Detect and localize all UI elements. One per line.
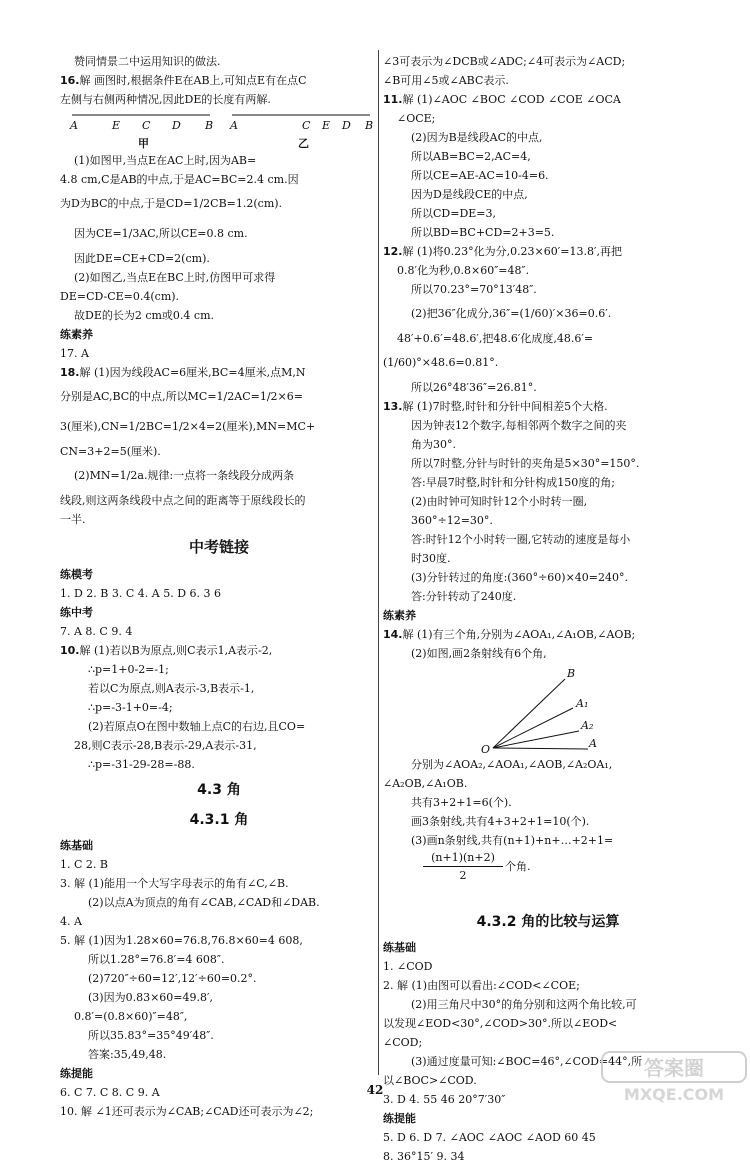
text-line: 答:时针12个小时转一圈,它转动的速度是每小 <box>411 533 631 546</box>
section-label: 练素养 <box>60 328 93 341</box>
answer-line: 3. D 4. 55 46 20°7′30″ <box>383 1093 506 1106</box>
text-line: ∠3可表示为∠DCB或∠ADC;∠4可表示为∠ACD; <box>383 55 626 68</box>
text-line: 28,则C表示-28,B表示-29,A表示-31, <box>74 739 257 752</box>
ray-OA <box>493 748 588 749</box>
page-number: 42 <box>366 1083 384 1097</box>
column-divider <box>378 50 379 1075</box>
text-line: ∠B可用∠5或∠ABC表示. <box>383 74 509 87</box>
answer-line: 7. A 8. C 9. 4 <box>60 625 133 638</box>
section-label: 练提能 <box>60 1067 93 1080</box>
fraction-numerator: (n+1)(n+2) <box>423 850 503 867</box>
caption-yi: 乙 <box>298 137 309 150</box>
section-label: 练中考 <box>60 606 93 619</box>
question-number: 16. <box>60 74 80 87</box>
text-line: 所以70.23°=70°13′48″. <box>411 283 537 296</box>
text-line: (2)MN=1/2a.规律:一点将一条线段分成两条 <box>74 469 295 482</box>
label-E: E <box>112 119 121 132</box>
text-line: (2)若原点O在图中数轴上点C的右边,且CO= <box>88 720 306 733</box>
text-line: 因为D是线段CE的中点, <box>411 188 528 201</box>
text-line: 时30度. <box>411 552 451 565</box>
text-line: (3)通过度量可知:∠BOC=46°,∠COD=44°,所 <box>411 1055 643 1068</box>
text-line: 0.8′化为秒,0.8×60″=48″. <box>397 264 530 277</box>
watermark-graphic <box>600 1050 750 1106</box>
q13-line <box>383 397 713 416</box>
question-number: 12. <box>383 245 403 258</box>
heading-4-3-1: 4.3.1 角 <box>189 812 249 828</box>
label-A: A <box>230 119 238 132</box>
watermark-logo <box>600 1050 750 1106</box>
text: 解 (1)∠AOC ∠BOC ∠COD ∠COE ∠OCA <box>402 93 621 106</box>
q14-line <box>383 625 713 644</box>
text-line: (2)用三角尺中30°的角分别和这两个角比较,可 <box>411 998 637 1011</box>
text-line: 以∠BOC>∠COD. <box>383 1074 477 1087</box>
ray-figure <box>383 663 713 755</box>
section-label: 练模考 <box>60 568 93 581</box>
label-O: O <box>481 743 491 755</box>
fraction-denominator: 2 <box>459 869 467 882</box>
text-line: CN=3+2=5(厘米). <box>60 445 161 458</box>
section-label: 练提能 <box>383 1112 416 1125</box>
text-line: 为D为BC的中点,于是CD=1/2CB=1.2(cm). <box>60 197 283 210</box>
section-label: 练素养 <box>383 609 416 622</box>
label-B: B <box>567 667 576 680</box>
text-line: 所以35.83°=35°49′48″. <box>88 1029 214 1042</box>
text-line: 分别为∠AOA₂,∠AOA₁,∠AOB,∠A₂OA₁, <box>411 758 613 771</box>
text-line: 所以7时整,分针与时针的夹角是5×30°=150°. <box>411 457 640 470</box>
heading-4-3-2: 4.3.2 角的比较与运算 <box>476 914 620 930</box>
text-line: 4.8 cm,C是AB的中点,于是AC=BC=2.4 cm.因 <box>60 173 299 186</box>
label-D: D <box>172 119 181 132</box>
text-line: (3)因为0.83×60=49.8′, <box>88 991 213 1004</box>
text-line: (2)如图,画2条射线有6个角, <box>411 647 547 660</box>
text-line: ∠A₂OB,∠A₁OB. <box>383 777 468 790</box>
text-line: 画3条射线,共有4+3+2+1=10(个). <box>411 815 590 828</box>
text-line: (2)如图乙,当点E在BC上时,仿图甲可求得 <box>74 271 276 284</box>
text-line: (1/60)°×48.6=0.81°. <box>383 356 499 369</box>
label-B: B <box>205 119 214 132</box>
question-number: 14. <box>383 628 403 641</box>
fraction-line <box>383 850 713 886</box>
label-D: D <box>342 119 351 132</box>
section-label: 练基础 <box>60 839 93 852</box>
label-C: C <box>142 119 151 132</box>
caption-jia: 甲 <box>138 137 149 150</box>
text-line: (3)画n条射线,共有(n+1)+n+…+2+1= <box>411 834 614 847</box>
text: 解 画图时,根据条件E在AB上,可知点E有在点C <box>79 74 307 87</box>
text-line: 2. 解 (1)由图可以看出:∠COD<∠COE; <box>383 979 580 992</box>
ray-OA2 <box>493 731 579 748</box>
fraction-tail: 个角. <box>505 860 531 873</box>
text-line: (2)以点A为顶点的角有∠CAB,∠CAD和∠DAB. <box>88 896 320 909</box>
label-A1: A₁ <box>576 697 589 710</box>
q11-line <box>383 90 713 109</box>
text-line: 分别是AC,BC的中点,所以MC=1/2AC=1/2×6= <box>60 390 303 403</box>
spacer <box>383 886 713 906</box>
section-label: 练基础 <box>383 941 416 954</box>
text-line: 答:分针转动了240度. <box>411 590 517 603</box>
q10-line <box>60 641 378 660</box>
text-line: ∴p=-31-29-28=-88. <box>88 758 195 771</box>
text-line: 360°÷12=30°. <box>411 514 493 527</box>
text-line: 线段,则这两条线段中点之间的距离等于原线段长的 <box>60 494 306 507</box>
question-number: 18. <box>60 366 80 379</box>
text-line: (2)把36″化成分,36″=(1/60)′×36=0.6′. <box>411 307 612 320</box>
text-line: 所以26°48′36″=26.81°. <box>411 381 537 394</box>
question-number: 11. <box>383 93 403 106</box>
left-column <box>60 52 378 1121</box>
text: 解 (1)若以B为原点,则C表示1,A表示-2, <box>79 644 273 657</box>
text-line: (3)分针转过的角度:(360°÷60)×40=240°. <box>411 571 629 584</box>
label-A: A <box>70 119 78 132</box>
text-line: DE=CD-CE=0.4(cm). <box>60 290 180 303</box>
text-line: 以发现∠EOD<30°,∠COD>30°.所以∠EOD< <box>383 1017 618 1030</box>
q12-line <box>383 242 713 261</box>
answer-line: 1. ∠COD <box>383 960 433 973</box>
answer-line: 8. 36°15′ 9. 34 <box>383 1150 465 1163</box>
text-line: 所以CE=AE-AC=10-4=6. <box>411 169 549 182</box>
text-line: 10. 解 ∠1还可表示为∠CAB;∠CAD还可表示为∠2; <box>60 1105 314 1118</box>
text: 解 (1)因为线段AC=6厘米,BC=4厘米,点M,N <box>79 366 306 379</box>
text-line: ∠OCE; <box>397 112 436 125</box>
text-line: 若以C为原点,则A表示-3,B表示-1, <box>88 682 255 695</box>
heading-4-3: 4.3 角 <box>197 782 241 798</box>
text-line: 3(厘米),CN=1/2BC=1/2×4=2(厘米),MN=MC+ <box>60 420 316 433</box>
text-line: ∴p=1+0-2=-1; <box>88 663 169 676</box>
right-column <box>383 52 713 1166</box>
text-line: 因此DE=CE+CD=2(cm). <box>74 252 210 265</box>
segment-diagram <box>60 109 378 151</box>
text-line: (1)如图甲,当点E在AC上时,因为AB= <box>74 154 257 167</box>
label-C: C <box>302 119 311 132</box>
answer-line: 5. D 6. D 7. ∠AOC ∠AOC ∠AOD 60 45 <box>383 1131 596 1144</box>
text-line: 5. 解 (1)因为1.28×60=76.8,76.8×60=4 608, <box>60 934 303 947</box>
segment-figures <box>60 109 378 151</box>
label-E: E <box>322 119 331 132</box>
watermark-url: MXQE.COM <box>623 1085 725 1104</box>
answer-line: 1. C 2. B <box>60 858 108 871</box>
label-A: A <box>589 737 597 750</box>
answer-line: 6. C 7. C 8. C 9. A <box>60 1086 160 1099</box>
text-line: (2)720″÷60=12′,12′÷60=0.2°. <box>88 972 257 985</box>
text-line: 所以BD=BC+CD=2+3=5. <box>411 226 555 239</box>
heading-zhongkao: 中考链接 <box>188 538 249 556</box>
text-line: 因为钟表12个数字,每相邻两个数字之间的夹 <box>411 419 627 432</box>
text-line: ∠COD; <box>383 1036 423 1049</box>
label-A2: A₂ <box>581 719 594 732</box>
text-line: 共有3+2+1=6(个). <box>411 796 512 809</box>
question-number: 10. <box>60 644 80 657</box>
q16-line <box>60 71 378 90</box>
text-line: 0.8′=(0.8×60)″=48″, <box>74 1010 188 1023</box>
ray-OA1 <box>493 708 573 748</box>
text-line: 左侧与右侧两种情况,因此DE的长度有两解. <box>60 93 271 106</box>
rays-diagram <box>383 663 713 755</box>
text-line: 3. 解 (1)能用一个大写字母表示的角有∠C,∠B. <box>60 877 289 890</box>
text-line: 一半. <box>60 513 86 526</box>
text-line: 所以AB=BC=2,AC=4, <box>411 150 531 163</box>
ray-OB <box>493 679 565 748</box>
q18-line <box>60 363 378 382</box>
text-line: 48′+0.6′=48.6′,把48.6′化成度,48.6′= <box>397 332 594 345</box>
text: 解 (1)有三个角,分别为∠AOA₁,∠A₁OB,∠AOB; <box>402 628 636 641</box>
watermark-text: 答案圈 <box>644 1056 704 1080</box>
text-line: 所以1.28°=76.8′=4 608″. <box>88 953 225 966</box>
text-line: 答:早晨7时整,时针和分针构成150度的角; <box>411 476 615 489</box>
text: 解 (1)将0.23°化为分,0.23×60′=13.8′,再把 <box>402 245 622 258</box>
text-line: 因为CE=1/3AC,所以CE=0.8 cm. <box>74 227 248 240</box>
label-B: B <box>365 119 374 132</box>
text: 解 (1)7时整,时针和分针中间相差5个大格. <box>402 400 608 413</box>
text-line: 所以CD=DE=3, <box>411 207 497 220</box>
text-line: 故DE的长为2 cm或0.4 cm. <box>74 309 215 322</box>
text-line: (2)因为B是线段AC的中点, <box>411 131 543 144</box>
question-number: 13. <box>383 400 403 413</box>
answer-line: 17. A <box>60 347 89 360</box>
answer-line: 1. D 2. B 3. C 4. A 5. D 6. 3 6 <box>60 587 222 600</box>
text-line: (2)由时钟可知时针12个小时转一圈, <box>411 495 588 508</box>
text-line: 答案:35,49,48. <box>88 1048 167 1061</box>
text-line: 赞同情景二中运用知识的做法. <box>74 55 221 68</box>
text-line: 角为30°. <box>411 438 456 451</box>
answer-line: 4. A <box>60 915 82 928</box>
text-line: ∴p=-3-1+0=-4; <box>88 701 173 714</box>
